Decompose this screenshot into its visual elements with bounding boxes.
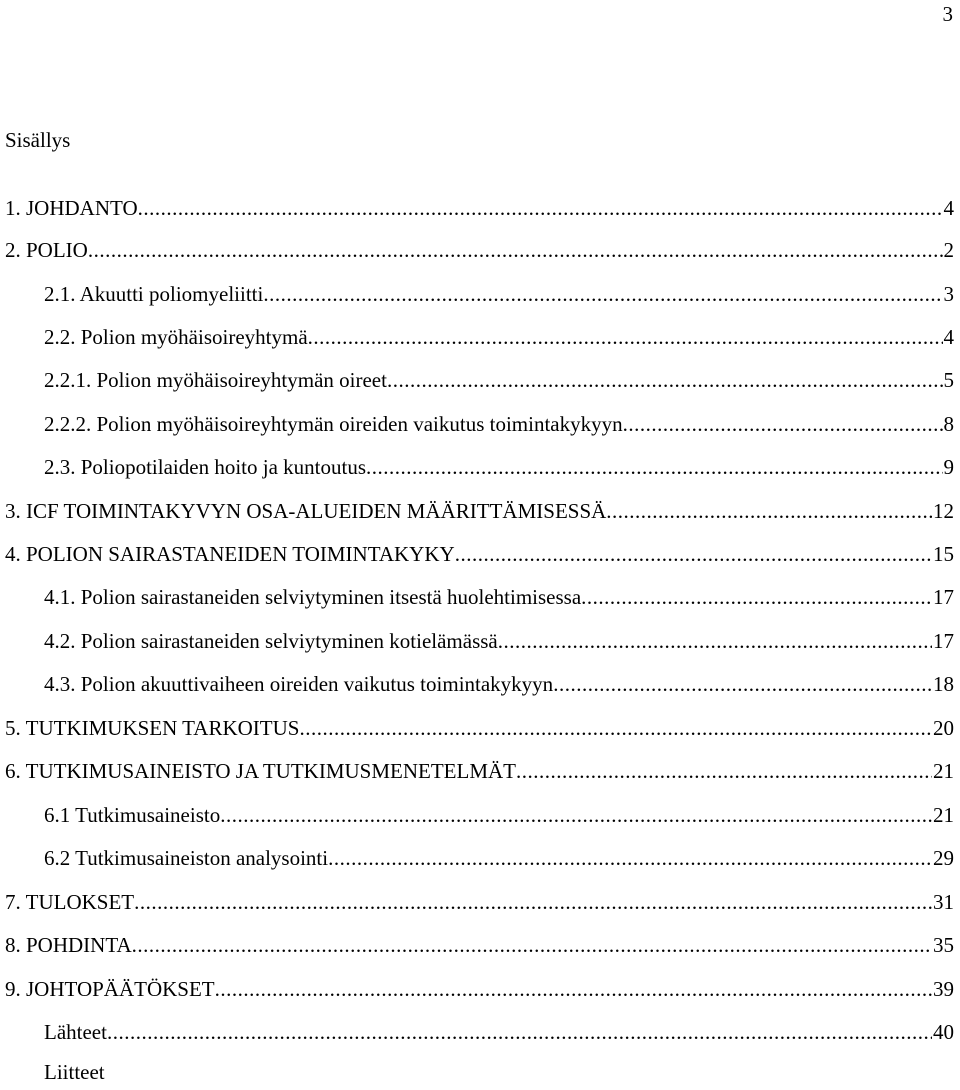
toc-entry[interactable] bbox=[44, 324, 954, 350]
dot-leader bbox=[553, 671, 932, 697]
dot-leader bbox=[107, 1019, 932, 1045]
toc-entry[interactable] bbox=[44, 411, 954, 437]
dot-leader bbox=[263, 281, 942, 307]
toc-entry[interactable] bbox=[5, 889, 954, 915]
toc-entry[interactable] bbox=[44, 1059, 105, 1085]
toc-entry-label: 6.2 Tutkimusaineiston analysointi bbox=[44, 846, 329, 870]
toc-entry-label: Lähteet bbox=[44, 1020, 107, 1044]
toc-entry[interactable] bbox=[5, 237, 954, 263]
toc-entry-page: 17 bbox=[933, 629, 954, 653]
dot-leader bbox=[387, 367, 943, 393]
toc-entry[interactable] bbox=[5, 932, 954, 958]
toc-entry-page: 8 bbox=[943, 412, 954, 436]
toc-entry-label: 2.1. Akuutti poliomyeliitti bbox=[44, 282, 264, 306]
dot-leader bbox=[623, 411, 943, 437]
dot-leader bbox=[328, 845, 932, 871]
toc-entry-page: 2 bbox=[943, 238, 954, 262]
toc-entry-label: 4.1. Polion sairastaneiden selviytyminen itsestä huolehtimisessa bbox=[44, 585, 582, 609]
toc-entry-page: 4 bbox=[943, 325, 954, 349]
dot-leader bbox=[498, 628, 932, 654]
toc-entry-page: 12 bbox=[933, 499, 954, 523]
toc-entry[interactable] bbox=[44, 1019, 954, 1045]
toc-entry-page: 9 bbox=[943, 455, 954, 479]
toc-entry-label: 2. POLIO bbox=[5, 238, 88, 262]
dot-leader bbox=[308, 324, 943, 350]
toc-entry-label: 2.2.1. Polion myöhäisoireyhtymän oireet bbox=[44, 368, 387, 392]
toc-entry-label: 2.3. Poliopotilaiden hoito ja kuntoutus bbox=[44, 455, 366, 479]
toc-entry[interactable] bbox=[5, 541, 954, 567]
toc-entry-page: 21 bbox=[933, 759, 954, 783]
toc-entry[interactable] bbox=[5, 758, 954, 784]
dot-leader bbox=[455, 541, 932, 567]
toc-entry-label: 6. TUTKIMUSAINEISTO JA TUTKIMUSMENETELMÄT bbox=[5, 759, 516, 783]
toc-entry-page: 3 bbox=[943, 282, 954, 306]
toc-entry[interactable] bbox=[5, 498, 954, 524]
toc-entry-page: 18 bbox=[933, 672, 954, 696]
dot-leader bbox=[299, 715, 932, 741]
toc-entry-page: 5 bbox=[943, 368, 954, 392]
dot-leader bbox=[138, 195, 943, 221]
toc-entry[interactable] bbox=[44, 671, 954, 697]
toc-entry-page: 29 bbox=[933, 846, 954, 870]
toc-entry[interactable] bbox=[44, 281, 954, 307]
toc-entry[interactable] bbox=[44, 628, 954, 654]
toc-entry-page: 21 bbox=[933, 803, 954, 827]
toc-entry-label: 4.2. Polion sairastaneiden selviytyminen kotielämässä bbox=[44, 629, 498, 653]
toc-entry-label: 4. POLION SAIRASTANEIDEN TOIMINTAKYKY bbox=[5, 542, 455, 566]
toc-entry-label: 7. TULOKSET bbox=[5, 890, 135, 914]
toc-entry[interactable] bbox=[44, 454, 954, 480]
page-number: 3 bbox=[942, 2, 953, 26]
toc-entry-page: 31 bbox=[933, 890, 954, 914]
dot-leader bbox=[220, 802, 932, 828]
toc-entry-page: 20 bbox=[933, 716, 954, 740]
toc-entry-page: 17 bbox=[933, 585, 954, 609]
dot-leader bbox=[215, 976, 932, 1002]
toc-entry-label: 4.3. Polion akuuttivaiheen oireiden vaikutus toimintakykyyn bbox=[44, 672, 554, 696]
toc-entry[interactable] bbox=[44, 584, 954, 610]
toc-entry-label: 3. ICF TOIMINTAKYVYN OSA-ALUEIDEN MÄÄRITTÄMISESSÄ bbox=[5, 499, 607, 523]
toc-entry-label: 1. JOHDANTO bbox=[5, 196, 138, 220]
dot-leader bbox=[366, 454, 943, 480]
toc-entry-label: 8. POHDINTA bbox=[5, 933, 132, 957]
toc-entry-page: 39 bbox=[933, 977, 954, 1001]
toc-entry-page: 15 bbox=[933, 542, 954, 566]
dot-leader bbox=[581, 584, 932, 610]
toc-title: Sisällys bbox=[5, 128, 71, 152]
dot-leader bbox=[132, 932, 932, 958]
dot-leader bbox=[88, 237, 943, 263]
toc-entry[interactable] bbox=[5, 976, 954, 1002]
dot-leader bbox=[606, 498, 932, 524]
toc-entry-label: 6.1 Tutkimusaineisto bbox=[44, 803, 221, 827]
toc-entry-label: 9. JOHTOPÄÄTÖKSET bbox=[5, 977, 215, 1001]
toc-entry-page: 35 bbox=[933, 933, 954, 957]
toc-entry[interactable] bbox=[44, 845, 954, 871]
toc-entry-label: 5. TUTKIMUKSEN TARKOITUS bbox=[5, 716, 300, 740]
toc-entry-label: 2.2. Polion myöhäisoireyhtymä bbox=[44, 325, 308, 349]
toc-entry[interactable] bbox=[5, 195, 954, 221]
toc-entry[interactable] bbox=[5, 715, 954, 741]
dot-leader bbox=[134, 889, 932, 915]
toc-entry-page: 40 bbox=[933, 1020, 954, 1044]
toc-entry[interactable] bbox=[44, 802, 954, 828]
toc-entry[interactable] bbox=[44, 367, 954, 393]
toc-entry-page: 4 bbox=[943, 196, 954, 220]
toc-entry-label: 2.2.2. Polion myöhäisoireyhtymän oireiden vaikutus toimintakykyyn bbox=[44, 412, 623, 436]
dot-leader bbox=[516, 758, 932, 784]
toc-entry-label: Liitteet bbox=[44, 1060, 105, 1084]
